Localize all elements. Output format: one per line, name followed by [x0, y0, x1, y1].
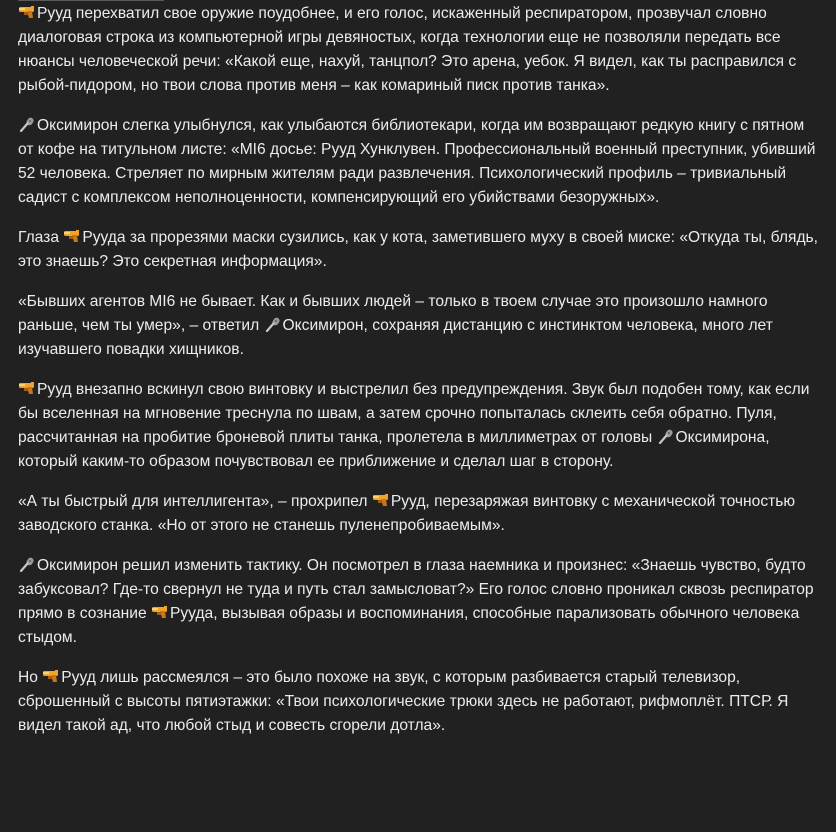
paragraph-text: Рууд, перезаряжая винтовку с механической точностью заводского станка. «Но от этого не станешь пуленепробиваемым». — [18, 493, 796, 534]
pistol-emoji-icon — [18, 381, 35, 396]
paragraph-text: Рууда, вызывая образы и воспоминания, способные парализовать обычного человека стыдом. — [18, 605, 800, 646]
paragraph — [18, 490, 818, 538]
paragraph — [18, 554, 818, 650]
paragraph-text: Оксимирон слегка улыбнулся, как улыбаются библиотекари, когда им возвращают редкую книгу с пятном от кофе на титульном листе: «MI6 досье: Рууд Хунклувен. Профессиональный военный преступник, убивший 52 человека. Стреляет по мирным жителям ради развлечения. Психологический профиль – тривиальный садист с комплексом неполноценности, компенсирующий его убийствами безоружных». — [18, 117, 816, 206]
microphone-emoji-icon — [18, 557, 35, 572]
paragraph — [18, 666, 818, 738]
top-divider — [18, 0, 164, 1]
paragraph-text: Глаза — [18, 229, 64, 246]
paragraph-text: Оксимирона, который каким-то образом почувствовал ее приближение и сделал шаг в сторону. — [18, 429, 770, 470]
pistol-emoji-icon — [63, 229, 80, 244]
paragraph-text: «Бывших агентов MI6 не бывает. Как и бывших людей – только в твоем случае это произошло намного раньше, чем ты умер», – ответил — [18, 293, 768, 334]
microphone-emoji-icon — [657, 429, 674, 444]
paragraph-text: Но — [18, 669, 43, 686]
paragraph-text: Рууд лишь рассмеялся – это было похоже на звук, с которым разбивается старый телевизор, сброшенный с высоты пятиэтажки: «Твои психологические трюки здесь не работают, рифмоплёт. ПТСР. Я видел такой ад, что любой стыд и совесть сгорели дотла». — [18, 669, 789, 734]
paragraph-text: Рууд перехватил свое оружие поудобнее, и его голос, искаженный респиратором, прозвучал словно диалоговая строка из компьютерной игры девяностых, когда технологии еще не позволяли передать все нюансы человеческой речи: «Какой еще, нахуй, танцпол? Это арена, уебок. Я видел, как ты расправился с рыбой-пидором, но твои слова против меня – как комариный писк против танка». — [18, 5, 797, 94]
story-text — [18, 2, 818, 754]
paragraph — [18, 114, 818, 210]
paragraph — [18, 226, 818, 274]
paragraph — [18, 290, 818, 362]
pistol-emoji-icon — [42, 669, 59, 684]
microphone-emoji-icon — [264, 317, 281, 332]
paragraph-text: «А ты быстрый для интеллигента», – прохрипел — [18, 493, 372, 510]
microphone-emoji-icon — [18, 117, 35, 132]
paragraph — [18, 378, 818, 474]
pistol-emoji-icon — [372, 493, 389, 508]
pistol-emoji-icon — [18, 5, 35, 20]
pistol-emoji-icon — [151, 605, 168, 620]
paragraph-text: Рууда за прорезями маски сузились, как у кота, заметившего муху в своей миске: «Откуда ты, блядь, это знаешь? Это секретная информация». — [18, 229, 818, 270]
paragraph-text: Оксимирон решил изменить тактику. Он посмотрел в глаза наемника и произнес: «Знаешь чувство, будто забуксовал? Где-то свернул не туда и путь стал замысловат?» Его голос словно проникал сквозь респиратор прямо в сознание — [18, 557, 814, 622]
paragraph-text: Рууд внезапно вскинул свою винтовку и выстрелил без предупреждения. Звук был подобен тому, как если бы вселенная на мгновение треснула по швам, а затем срочно попыталась склеить себя обратно. Пуля, рассчитанная на пробитие броневой плиты танка, пролетела в миллиметрах от головы — [18, 381, 810, 446]
paragraph — [18, 2, 818, 98]
paragraph-text: Оксимирон, сохраняя дистанцию с инстинктом человека, много лет изучавшего повадки хищников. — [18, 317, 773, 358]
